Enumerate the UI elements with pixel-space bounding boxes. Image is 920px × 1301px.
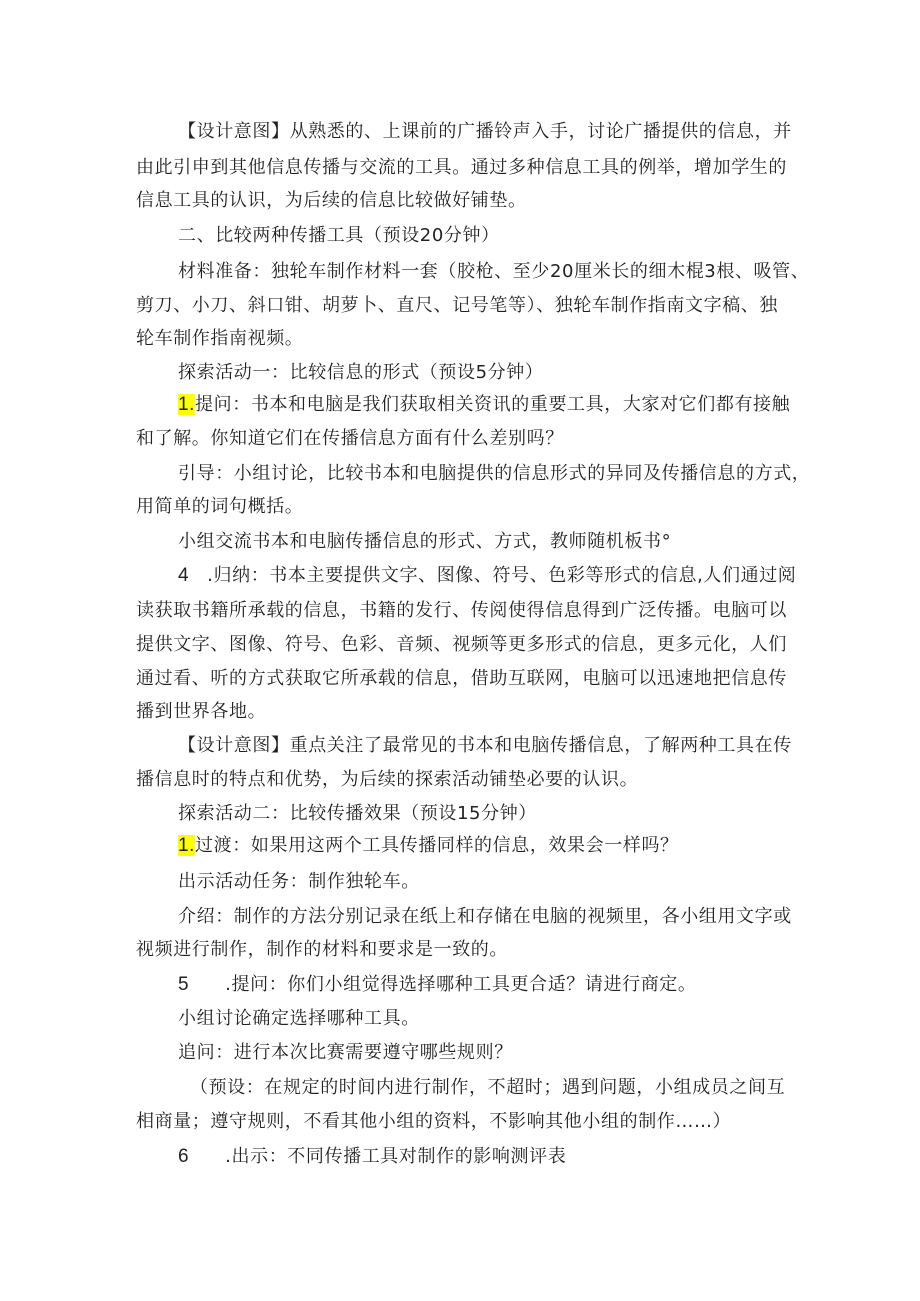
- text-line: 材料准备：独轮车制作材料一套（胶枪、至少20厘米长的细木棍3根、吸管、: [178, 261, 810, 282]
- list-item: [178, 973, 697, 997]
- text-line: 【设计意图】重点关注了最常见的书本和电脑传播信息，了解两种工具在传: [178, 735, 792, 756]
- text-line: 信息工具的认识，为后续的信息比较做好铺垫。: [136, 190, 527, 211]
- text-line: 介绍：制作的方法分别记录在纸上和存储在电脑的视频里，各小组用文字或: [178, 906, 792, 927]
- text-line: 提问：书本和电脑是我们获取相关资讯的重要工具，大家对它们都有接触: [195, 394, 791, 415]
- text-line: 相商量；遵守规则，不看其他小组的资料，不影响其他小组的制作……）: [136, 1111, 732, 1132]
- item-number: 5: [178, 974, 190, 995]
- section-heading: 二、比较两种传播工具（预设20分钟）: [178, 225, 500, 246]
- text-line: 用简单的词句概括。: [136, 496, 304, 517]
- text-line: .出示：不同传播工具对制作的影响测评表: [225, 1146, 567, 1167]
- item-number: 4: [178, 565, 190, 586]
- list-item: [178, 834, 679, 858]
- text-line: 过渡：如果用这两个工具传播同样的信息，效果会一样吗？: [195, 835, 679, 856]
- text-line: （预设：在规定的时间内进行制作，不超时；遇到问题，小组成员之间互: [190, 1077, 786, 1098]
- text-line: 通过看、听的方式获取它所承载的信息，借助互联网，电脑可以迅速地把信息传: [136, 668, 787, 689]
- text-line: 播到世界各地。: [136, 701, 267, 722]
- list-item: [178, 564, 796, 588]
- text-line: 视频进行制作，制作的材料和要求是一致的。: [136, 939, 508, 960]
- text-line: 提供文字、图像、符号、色彩、音频、视频等更多形式的信息，更多元化，人们: [136, 634, 787, 655]
- text-line: 追问：进行本次比赛需要遵守哪些规则？: [178, 1042, 513, 1063]
- item-number-highlight: 1.: [178, 394, 196, 415]
- text-line: 【设计意图】从熟悉的、上课前的广播铃声入手，讨论广播提供的信息，并: [178, 121, 792, 142]
- text-line: .提问：你们小组觉得选择哪种工具更合适？请进行商定。: [225, 974, 697, 995]
- text-line: 由此引申到其他信息传播与交流的工具。通过多种信息工具的例举，增加学生的: [136, 157, 787, 178]
- text-line: 小组讨论确定选择哪种工具。: [178, 1008, 420, 1029]
- text-line: 轮车制作指南视频。: [136, 328, 304, 349]
- text-line: 读获取书籍所承载的信息，书籍的发行、传阅使得信息得到广泛传播。电脑可以: [136, 600, 787, 621]
- list-item: [178, 1145, 566, 1169]
- text-line: 播信息时的特点和优势，为后续的探索活动铺垫必要的认识。: [136, 769, 639, 790]
- activity-heading: 探索活动二：比较传播效果（预设15分钟）: [178, 803, 537, 824]
- text-line: 小组交流书本和电脑传播信息的形式、方式，教师随机板书°: [178, 531, 672, 552]
- text-line: 和了解。你知道它们在传播信息方面有什么差别吗？: [136, 428, 564, 449]
- list-item: [178, 393, 790, 417]
- text-line: .归纳：书本主要提供文字、图像、符号、色彩等形式的信息,人们通过阅: [207, 565, 797, 586]
- text-line: 剪刀、小刀、斜口钳、胡萝卜、直尺、记号笔等）、独轮车制作指南文字稿、独: [136, 295, 778, 316]
- item-number: 6: [178, 1146, 190, 1167]
- text-line: 出示活动任务：制作独轮车。: [178, 871, 420, 892]
- text-line: 引导：小组讨论，比较书本和电脑提供的信息形式的异同及传播信息的方式，: [178, 463, 811, 484]
- item-number-highlight: 1.: [178, 835, 196, 856]
- activity-heading: 探索活动一：比较信息的形式（预设5分钟）: [178, 362, 544, 383]
